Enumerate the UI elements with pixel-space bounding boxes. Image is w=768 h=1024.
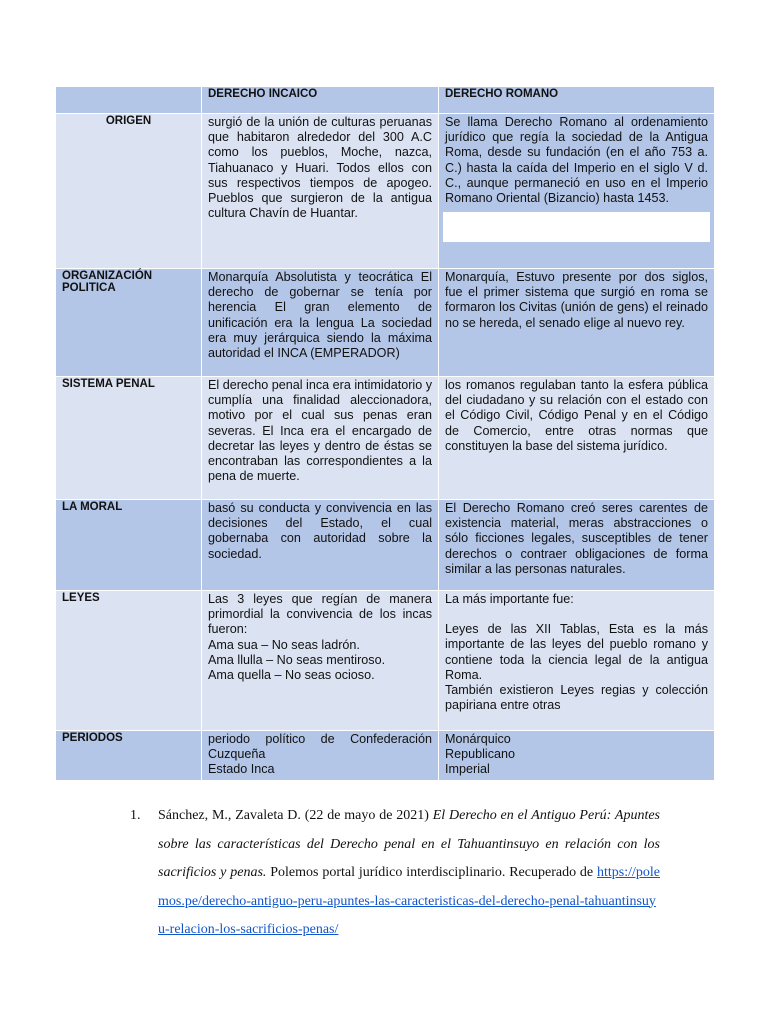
header-cell-empty [56, 87, 202, 114]
cell-incaico-periodos [202, 731, 439, 781]
header-derecho-romano: DERECHO ROMANO [439, 87, 715, 114]
periodo-item: periodo político de Confederación Cuzqueña [208, 732, 432, 762]
row-label: LEYES [56, 591, 202, 731]
ley-item: Ama sua – No seas ladrón. [208, 637, 360, 652]
cell-romano-origen [439, 114, 715, 269]
table-row-leyes [56, 591, 715, 731]
cell-incaico-origen: surgió de la unión de culturas peruanas que habitaron alrededor del 300 A.C como los pueblos, Moche, nazca, Tiahuanaco y Huari. Todos ellos con sus respectivos tiempos de apogeo. Pueblos que surgieron de la antigua cultura Chavín de Huantar. [202, 114, 439, 269]
cell-romano-leyes [439, 591, 715, 731]
table-row-sistema-penal [56, 377, 715, 500]
cell-romano-organizacion: Monarquía, Estuvo presente por dos siglos, fue el primer sistema que surgió en roma se formaron los Civitas (unión de gens) el reinado no se hereda, el senado elige al nuevo rey. [439, 269, 715, 377]
blank-box [443, 212, 710, 242]
cell-incaico-sistema-penal: El derecho penal inca era intimidatorio y cumplía una finalidad aleccionadora, motivo por el cual sus penas eran severas. El Inca era el encargado de decretar las leyes y dentro de éstas se encontraban las correspondientes a la pena de muerte. [202, 377, 439, 500]
periodo-item: Estado Inca [208, 762, 275, 777]
cell-romano-moral: El Derecho Romano creó seres carentes de existencia material, meras abstracciones o sólo ficciones legales, susceptibles de tener derechos o contraer obligaciones de forma similar a las personas naturales. [439, 500, 715, 591]
reference-entry [130, 802, 660, 945]
cell-romano-sistema-penal: los romanos regulaban tanto la esfera pública del ciudadano y su relación con el estado con el Código Civil, Código Penal y en el Código de Comercio, entre otras normas que constituyen la base del sistema jurídico. [439, 377, 715, 500]
row-label: ORIGEN [56, 114, 202, 269]
periodo-item: Republicano [445, 747, 516, 761]
reference-link[interactable]: https://polemos.pe/derecho-antiguo-peru-apuntes-las-caracteristicas-del-derecho-penal-tahuantinsuyu-relacion-los-sacrificios-penas/ [158, 865, 660, 937]
cell-romano-periodos [439, 731, 715, 781]
row-label: ORGANIZACIÓN POLITICA [56, 269, 202, 377]
table-row-origen [56, 114, 715, 269]
reference-publisher: Polemos portal jurídico interdisciplinario. Recuperado de [266, 865, 597, 880]
cell-romano-origen-text: Se llama Derecho Romano al ordenamiento jurídico que regía la sociedad de la Antigua Roma, desde su fundación (en el año 753 a. C.) hasta la caída del Imperio en el siglo V d. C., aunque permaneció en uso en el Imperio Romano Oriental (Bizancio) hasta 1453. [445, 115, 708, 206]
reference-number: 1. [130, 808, 141, 823]
row-label: SISTEMA PENAL [56, 377, 202, 500]
cell-incaico-organizacion: Monarquía Absolutista y teocrática El derecho de gobernar se tenía por herencia El gran elemento de unificación era la lengua La sociedad era muy jerárquica siendo la máxima autoridad el INCA (EMPERADOR) [202, 269, 439, 377]
row-label: LA MORAL [56, 500, 202, 591]
ley-item: Ama llulla – No seas mentiroso. [208, 652, 386, 667]
header-derecho-incaico: DERECHO INCAICO [202, 87, 439, 114]
periodo-item: Imperial [445, 762, 490, 776]
table-header-row [56, 87, 715, 114]
leyes-regias: También existieron Leyes regias y colección papiriana entre otras [445, 683, 708, 713]
table-row-moral [56, 500, 715, 591]
leyes-xii-tablas: Leyes de las XII Tablas, Esta es la más importante de las leyes del pueblo romano y contiene toda la ciencia legal de la antigua Roma. [445, 622, 708, 682]
reference-title: El Derecho en el Antiguo Perú: Apuntes sobre las características del Derecho penal en el Tahuantinsuyo en relación con los sacrificios y penas. [158, 808, 660, 880]
table-row-periodos [56, 731, 715, 781]
table-row-organizacion [56, 269, 715, 377]
reference-body [158, 802, 660, 945]
spacer [445, 607, 708, 622]
ley-item: Ama quella – No seas ocioso. [208, 668, 375, 683]
cell-incaico-moral: basó su conducta y convivencia en las decisiones del Estado, el cual gobernaba con autoridad sobre la sociedad. [202, 500, 439, 591]
leyes-intro: Las 3 leyes que regían de manera primordial la convivencia de los incas fueron: [208, 592, 432, 637]
comparison-table [55, 86, 715, 781]
cell-incaico-leyes [202, 591, 439, 731]
reference-authors: Sánchez, M., Zavaleta D. (22 de mayo de 2021) [158, 808, 433, 823]
periodo-item: Monárquico [445, 732, 511, 746]
leyes-romano-intro: La más importante fue: [445, 592, 574, 606]
row-label: PERIODOS [56, 731, 202, 781]
